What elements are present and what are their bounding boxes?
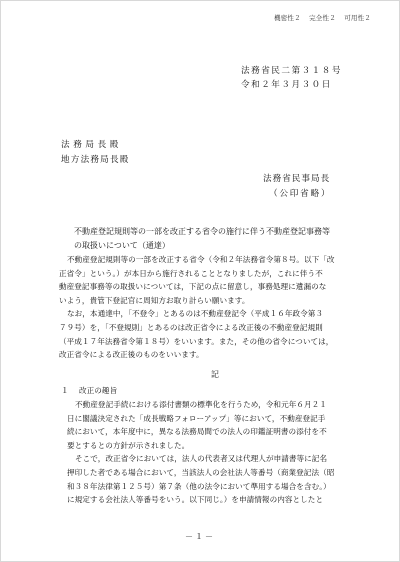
- section-paragraph: [59, 452, 371, 506]
- section-heading: [59, 384, 371, 398]
- addressee-block: [61, 138, 130, 168]
- section-number: １: [61, 386, 69, 396]
- text-line: なお，本通達中，「不登令」とあるのは不動産登記令（平成１６年政令第３: [67, 309, 324, 319]
- title-line: の取扱いについて（通達）: [74, 241, 170, 250]
- section-paragraph: [59, 398, 371, 452]
- text-line: 要とするとの方針が示されました。: [67, 440, 190, 450]
- section-title: 改正の趣旨: [79, 386, 118, 396]
- security-classification-header: [268, 13, 371, 22]
- ki-heading: 記: [210, 369, 220, 379]
- text-line: 続において，本年度中に，異なる法務局間での法人の印鑑証明書の添付を不: [67, 427, 327, 437]
- document-title: [74, 225, 330, 253]
- title-line: 不動産登記規則等の一部を改正する省令の施行に伴う不動産登記事務等: [74, 227, 330, 236]
- text-line: ７９号）を，「不登規則」とあるのは改正省令による改正後の不動産登記規則: [59, 322, 323, 332]
- text-line: 和３８年法律第１２５号）第７条（他の法令において準用する場合を含む。）: [67, 481, 331, 491]
- intro-paragraph: [59, 253, 371, 307]
- sender-name: 法務省民事局長: [263, 174, 331, 184]
- text-line: いよう，貴管下登記官に周知方お取り計らい願います。: [59, 295, 250, 305]
- text-line: 改正省令による改正後のものをいいます。: [59, 350, 204, 360]
- addressee-district-bureau: 地方法務局長殿: [61, 155, 130, 165]
- text-line: 正省令」という。）が本日から施行されることとなりましたが，これに伴う不: [59, 268, 323, 278]
- availability-mark: 可用性２: [344, 14, 371, 22]
- integrity-mark: 完全性２: [309, 14, 336, 22]
- document-date: 令和２年３月３０日: [241, 80, 332, 90]
- text-line: に規定する会社法人等番号をいう。以下同じ。）を申請情報の内容としたと: [67, 495, 324, 505]
- document-body: [59, 253, 371, 507]
- page-number: －１－: [185, 532, 215, 541]
- text-line: そこで，改正省令においては，法人の代表者又は代理人が申請書等に記名: [75, 454, 328, 464]
- text-line: （平成１７年法務省令第１８号）をいいます。また，その他の省令については，: [59, 336, 334, 346]
- seal-omitted-note: （公印省略）: [269, 189, 332, 199]
- document-reference: [241, 64, 342, 92]
- confidentiality-mark: 機密性２: [274, 14, 301, 22]
- sender-block: [263, 172, 331, 202]
- text-line: 押印した者である場合において，当該法人の会社法人等番号（商業登記法（昭: [67, 467, 335, 477]
- text-line: 日に閣議決定された「成長戦略フォローアップ」等において，不動産登記手: [67, 413, 326, 423]
- text-line: 動産登記事務等の取扱いについては，下記の点に留意し，事務処理に遺漏のな: [59, 282, 327, 292]
- text-line: 不動産登記手続における添付書類の標準化を行うため，令和元年６月２１: [75, 399, 327, 409]
- addressee-legal-affairs-bureau: 法務局長殿: [61, 140, 122, 150]
- definitions-paragraph: [59, 307, 371, 361]
- text-line: 不動産登記規則等の一部を改正する省令（令和２年法務省令第８号。以下「改: [67, 255, 335, 264]
- document-number: 法務省民二第３１８号: [241, 66, 342, 76]
